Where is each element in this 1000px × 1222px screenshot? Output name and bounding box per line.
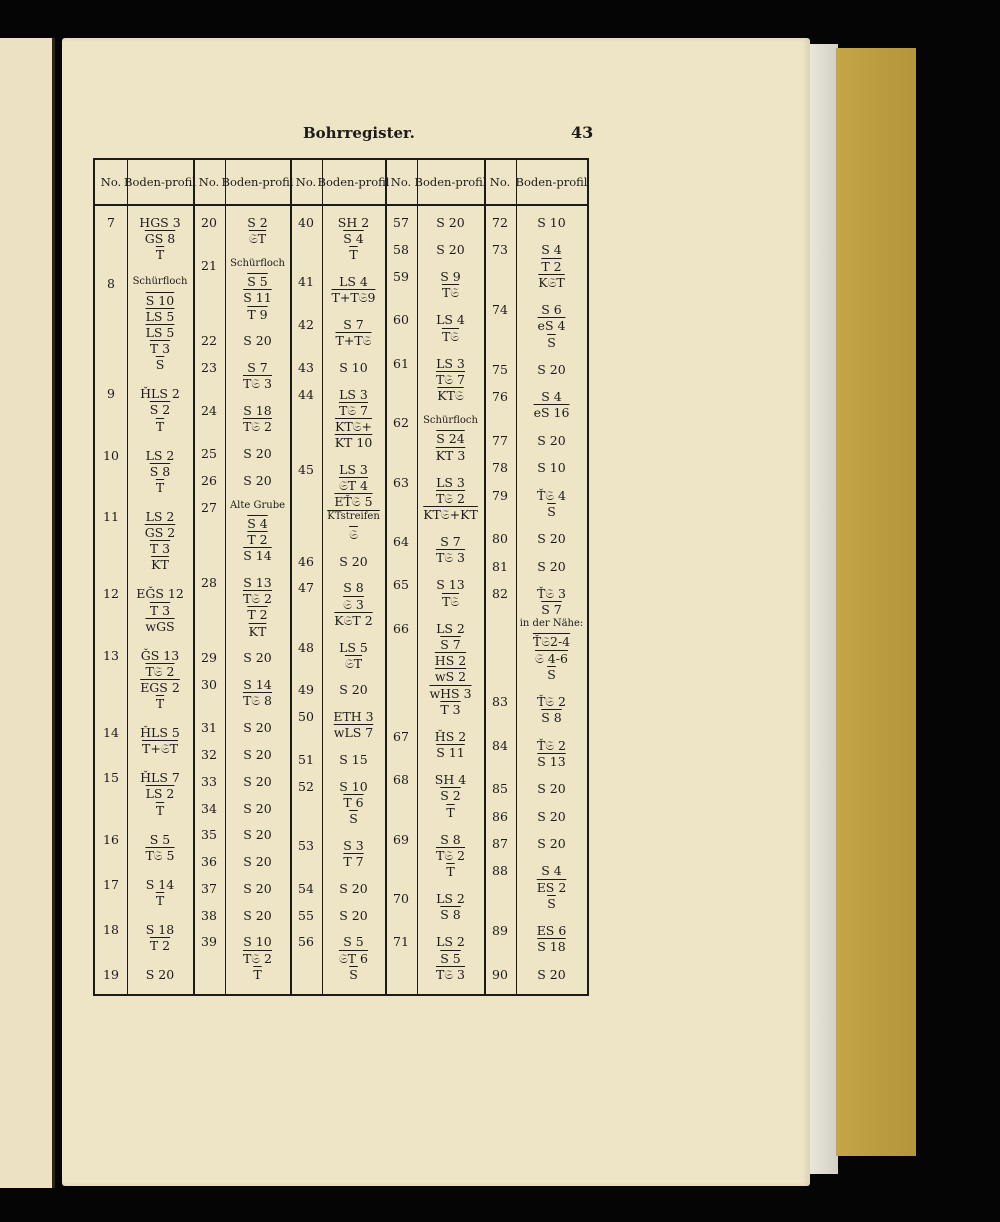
header-bodenprofil — [221, 160, 294, 204]
profile-line: S 20 — [243, 773, 272, 789]
profile-line: T+T𝔖 — [335, 333, 372, 349]
profile-line: ǦS 13 — [140, 647, 180, 663]
bore-number: 79 — [492, 487, 508, 503]
profile-line: GS 2 — [144, 525, 176, 540]
profile-line: T𝔖 5 — [145, 847, 175, 863]
profile-line: LS 2 — [436, 934, 465, 950]
profile-line: S 7 — [440, 534, 461, 550]
bore-number: 52 — [298, 778, 314, 794]
profile-line: 𝔖 3 — [343, 596, 364, 612]
profile-line: KT 3 — [435, 447, 466, 463]
profile-line: S 7 — [343, 317, 364, 333]
profile-line: 𝔖T — [344, 655, 363, 671]
profile-line: ES 6 — [536, 923, 567, 939]
profile-line: $\overline{T}$ — [349, 247, 358, 263]
profile-line: S 9 — [440, 269, 461, 285]
bore-number: 81 — [492, 558, 508, 574]
profile-line: S 14 — [243, 548, 272, 564]
bore-number: 43 — [298, 360, 314, 375]
profile-line: T 3 — [149, 541, 171, 557]
profile-line: S 20 — [339, 682, 368, 698]
bore-number: 23 — [201, 360, 217, 376]
profile-line: S 4 — [343, 231, 364, 247]
profile-line: S 2 — [247, 215, 268, 230]
profile-line: S 20 — [243, 446, 272, 462]
profile-line: S 20 — [537, 361, 566, 377]
profile-line: wS 2 — [434, 669, 467, 685]
profile-line: S 6 — [541, 302, 562, 318]
profile-line: LS 5 — [339, 639, 368, 655]
bore-number: 35 — [201, 827, 217, 843]
header-bodenprofil — [516, 160, 587, 204]
profile-line: T𝔖 3 — [435, 550, 466, 566]
bore-number: 88 — [492, 863, 508, 879]
profile-line: LS 3 — [436, 355, 465, 371]
header-line: Boden- — [124, 174, 165, 189]
bore-number: 64 — [393, 534, 409, 550]
profile-line: T𝔖 2 — [435, 847, 466, 863]
bore-number: 28 — [201, 575, 217, 591]
profile-line: S 14 — [243, 677, 272, 693]
profile-line: KT𝔖 — [437, 388, 464, 404]
profile-line: T𝔖 3 — [435, 966, 466, 982]
header-line: Boden- — [221, 174, 263, 189]
bore-number: 87 — [492, 836, 508, 852]
profile-line: LS 2 — [145, 508, 175, 524]
profile-line: LS 5 — [145, 308, 175, 324]
profile-line: T𝔖 7 — [435, 371, 466, 387]
profile-line: S 20 — [339, 880, 368, 896]
profile-line: S 20 — [537, 558, 566, 574]
profile-line: T+T𝔖9 — [331, 290, 376, 306]
bore-register-table — [93, 158, 589, 996]
profile-line: $\overline{T}$ — [253, 966, 262, 982]
header-line: profil — [358, 174, 390, 189]
bore-number: 72 — [492, 215, 508, 230]
profile-line: $\overline{T}$ — [446, 864, 455, 880]
profile-line: S 10 — [537, 215, 566, 230]
profile-line: S 20 — [243, 650, 272, 666]
header-no: No. — [100, 174, 122, 189]
profile-line: S 20 — [243, 746, 272, 762]
profile-line: S 15 — [339, 752, 368, 768]
bore-number: 19 — [103, 966, 119, 982]
profile-line: S 8 — [440, 831, 461, 847]
bore-number: 77 — [492, 432, 508, 448]
profile-line: T𝔖 2 — [242, 950, 273, 966]
profile-line: T𝔖 2 — [242, 419, 273, 435]
profile-line: S 13 — [243, 575, 272, 591]
header-rule — [95, 204, 587, 206]
bore-number: 45 — [298, 462, 314, 478]
profile-line: LS 3 — [436, 474, 465, 490]
profile-line: $\overline{T}$ — [155, 418, 165, 434]
profile-line: Schürfloch — [132, 276, 188, 288]
bore-number: 18 — [103, 921, 119, 937]
bore-number: 30 — [201, 677, 217, 693]
bore-number: 27 — [201, 499, 217, 515]
profile-line: LS 3 — [339, 462, 368, 478]
profile-line: LS 2 — [145, 447, 175, 463]
bore-number: 41 — [298, 274, 314, 290]
bore-number: 33 — [201, 773, 217, 789]
profile-line: LS 2 — [145, 786, 175, 802]
profile-line: S 20 — [537, 966, 566, 982]
header-line: Boden- — [414, 174, 456, 189]
header-line: profil — [262, 174, 294, 189]
profile-line: T 3 — [149, 602, 171, 618]
header-bodenprofil — [317, 160, 390, 204]
profile-line: ȞLS 5 — [140, 725, 180, 741]
bore-number: 36 — [201, 854, 217, 870]
profile-line: S 10 — [537, 460, 566, 476]
profile-line: LS 2 — [436, 891, 465, 907]
bore-number: 10 — [103, 447, 119, 463]
profile-line: S 20 — [243, 907, 272, 923]
profile-line: 𝔖T 4 — [338, 478, 369, 494]
profile-line: S 2 — [440, 788, 461, 804]
profile-line: T 2 — [247, 607, 268, 623]
profile-line: LS 5 — [145, 324, 175, 340]
profile-line: $\overline{S}$ — [155, 357, 165, 373]
profile-line: T 3 — [440, 701, 461, 717]
bore-number: 78 — [492, 460, 508, 476]
bore-number: 34 — [201, 800, 217, 816]
bore-number: 71 — [393, 934, 409, 950]
profile-line: S 4 — [541, 863, 562, 879]
profile-line: 𝔖T — [248, 231, 267, 247]
bore-number: 26 — [201, 472, 217, 488]
bore-number: 83 — [492, 694, 508, 710]
bore-number: 16 — [103, 831, 119, 847]
profile-line: S 7 — [541, 602, 562, 618]
page-stack-edge — [810, 44, 838, 1174]
bore-number: 9 — [107, 386, 115, 402]
book-cover-edge — [836, 48, 916, 1156]
header-line: Boden- — [317, 174, 359, 189]
profile-line: S 20 — [339, 553, 368, 569]
bore-number: 82 — [492, 585, 508, 601]
profile-line: S 18 — [145, 921, 175, 937]
bore-number: 59 — [393, 269, 409, 285]
profile-line: wHS 3 — [429, 685, 472, 701]
profile-line: T+𝔖T — [142, 741, 178, 757]
profile-line: S 18 — [537, 939, 566, 955]
profile-line: S 13 — [436, 577, 465, 593]
bore-number: 67 — [393, 728, 409, 744]
running-head: Bohrregister. — [303, 124, 415, 142]
profile-line: S 20 — [537, 432, 566, 448]
profile-line: $\overline{T}$ — [155, 892, 165, 908]
profile-line: T 2 — [541, 258, 562, 274]
bore-number: 39 — [201, 934, 217, 950]
profile-line: S 20 — [145, 966, 175, 982]
profile-line: Ť𝔖 3 — [536, 585, 567, 601]
profile-line: S 7 — [247, 360, 268, 376]
profile-line: 𝔖 — [349, 526, 358, 542]
bore-number: 58 — [393, 242, 409, 258]
profile-line: $\overline{T}$ — [446, 804, 455, 820]
bore-number: 90 — [492, 966, 508, 982]
bore-number: 13 — [103, 647, 119, 663]
left-page-edge — [0, 38, 55, 1188]
bore-number: 38 — [201, 907, 217, 923]
bore-number: 22 — [201, 333, 217, 349]
bore-number: 24 — [201, 403, 217, 419]
profile-line: S 5 — [343, 934, 364, 950]
profile-line: SH 4 — [434, 772, 467, 788]
bore-number: 46 — [298, 553, 314, 569]
bore-number: 17 — [103, 876, 119, 892]
bore-number: 37 — [201, 880, 217, 896]
bore-number: 68 — [393, 772, 409, 788]
bore-number: 69 — [393, 831, 409, 847]
profile-line: $\overline{T}$ — [155, 696, 165, 712]
profile-line: ȞS 2 — [434, 728, 467, 744]
profile-line: Alte Grube — [229, 499, 286, 511]
bore-number: 76 — [492, 389, 508, 405]
profile-line: S 20 — [537, 781, 566, 797]
profile-line: 𝔖 4-6 — [535, 650, 568, 666]
profile-line: Schürfloch — [230, 257, 285, 269]
profile-line: ES 2 — [536, 879, 567, 895]
profile-line: T𝔖 2 — [145, 663, 175, 679]
profile-line: S 8 — [149, 463, 171, 479]
profile-line: Schürfloch — [423, 415, 478, 427]
profile-line: S 11 — [243, 290, 272, 306]
header-line: profil — [164, 174, 196, 189]
profile-line: S 24 — [436, 431, 465, 447]
profile-line: T 7 — [343, 854, 364, 870]
profile-line: S 8 — [440, 907, 461, 923]
header-line: Boden- — [515, 174, 557, 189]
bore-number: 20 — [201, 215, 217, 230]
profile-line: S 5 — [440, 950, 461, 966]
bore-number: 57 — [393, 215, 409, 230]
profile-line: S 20 — [243, 880, 272, 896]
profile-line: S 5 — [149, 831, 171, 847]
profile-line: S 8 — [343, 580, 364, 596]
bore-number: 51 — [298, 752, 314, 768]
profile-line: S 14 — [145, 876, 175, 892]
profile-line: LS 3 — [339, 386, 368, 402]
profile-line: S 4 — [541, 242, 562, 258]
profile-line: $\overline{T}$ — [155, 802, 165, 818]
bore-number: 42 — [298, 317, 314, 333]
profile-line: S 20 — [243, 472, 272, 488]
bore-number: 84 — [492, 737, 508, 753]
profile-line: ȞLS 7 — [140, 770, 180, 786]
profile-line: T𝔖 — [441, 593, 460, 609]
profile-line: $\overline{S}$ — [547, 503, 556, 519]
profile-line: S 4 — [247, 515, 268, 531]
bore-number: 29 — [201, 650, 217, 666]
bore-number: 56 — [298, 934, 314, 950]
profile-line: T 6 — [343, 795, 364, 811]
profile-line: S 20 — [243, 854, 272, 870]
bore-number: 75 — [492, 361, 508, 377]
profile-line: KT𝔖+ — [335, 419, 372, 435]
bore-number: 48 — [298, 639, 314, 655]
profile-line: S 20 — [537, 808, 566, 824]
profile-line: S 13 — [537, 754, 566, 769]
profile-line: Ť𝔖 4 — [536, 487, 567, 503]
profile-line: EǦS 12 — [136, 586, 184, 602]
header-line: profil — [556, 174, 588, 189]
bore-number: 12 — [103, 586, 119, 602]
profile-line: T𝔖 7 — [338, 402, 369, 418]
bore-number: 63 — [393, 474, 409, 490]
profile-line: S 5 — [247, 274, 268, 290]
header-no: No. — [390, 174, 412, 189]
profile-line: KT𝔖+KT — [423, 507, 478, 523]
profile-line: S 20 — [243, 827, 272, 843]
bore-number: 70 — [393, 891, 409, 907]
profile-line: S 20 — [243, 800, 272, 816]
profile-line: T 2 — [247, 532, 268, 548]
profile-line: T 9 — [247, 306, 268, 322]
profile-line: eS 4 — [537, 318, 566, 334]
profile-line: K𝔖T 2 — [334, 612, 373, 628]
header-no: No. — [489, 174, 511, 189]
profile-line: $\overline{wGS}$ — [145, 618, 175, 634]
profile-line: S 10 — [243, 934, 272, 950]
profile-line: S 20 — [436, 215, 465, 230]
bore-number: 85 — [492, 781, 508, 797]
header-no: No. — [198, 174, 220, 189]
profile-line: $\overline{KT}$ — [151, 557, 169, 573]
profile-line: S 20 — [537, 836, 566, 852]
profile-line: $\overline{S}$ — [547, 895, 556, 911]
profile-line: $\overline{KT}$ — [248, 623, 267, 639]
profile-line: $\overline{S}$ — [349, 811, 358, 827]
profile-line: Ť𝔖 2 — [536, 694, 567, 710]
profile-line: $\overline{S}$ — [547, 334, 556, 350]
profile-line: S 11 — [436, 745, 465, 761]
profile-line: eS 16 — [533, 405, 570, 421]
bore-number: 50 — [298, 709, 314, 725]
profile-line: LS 4 — [436, 312, 465, 328]
bore-number: 25 — [201, 446, 217, 462]
profile-line: $\overline{T}$ — [155, 247, 165, 263]
header-bodenprofil — [414, 160, 487, 204]
profile-line: S 8 — [541, 710, 562, 726]
profile-line: KT 10 — [334, 435, 373, 451]
profile-line: $\overline{S}$ — [349, 966, 358, 982]
profile-line: T𝔖 3 — [242, 376, 273, 392]
profile-line: S 20 — [537, 531, 566, 547]
bore-number: 73 — [492, 242, 508, 258]
bore-number: 80 — [492, 531, 508, 547]
bore-number: 89 — [492, 923, 508, 939]
profile-line: KTstreifen — [327, 510, 380, 522]
profile-line: SH 2 — [337, 215, 370, 230]
profile-line: ETH 3 — [333, 709, 374, 725]
bore-number: 74 — [492, 302, 508, 318]
profile-line: Ť𝔖 2 — [536, 737, 567, 753]
profile-line: T𝔖 — [441, 328, 460, 344]
profile-line: K𝔖T — [538, 274, 565, 290]
profile-line: LS 4 — [339, 274, 368, 290]
bore-number: 60 — [393, 312, 409, 328]
profile-line: T𝔖 8 — [242, 693, 273, 709]
profile-line: T𝔖 2 — [242, 591, 273, 607]
header-line: profil — [455, 174, 487, 189]
profile-line: HS 2 — [434, 653, 467, 669]
bore-number: 40 — [298, 215, 314, 230]
bore-number: 61 — [393, 355, 409, 371]
profile-line: S 2 — [149, 402, 171, 418]
profile-line: Ť𝔖2-4 — [532, 634, 571, 650]
bore-number: 86 — [492, 808, 508, 824]
profile-line: S 4 — [541, 389, 562, 405]
profile-line: 𝔖T 6 — [338, 950, 369, 966]
bore-number: 53 — [298, 837, 314, 853]
bore-number: 49 — [298, 682, 314, 698]
profile-line: T𝔖 2 — [435, 490, 466, 506]
profile-line: S 20 — [436, 242, 465, 258]
profile-line: S 10 — [145, 292, 175, 308]
bore-number: 55 — [298, 907, 314, 923]
bore-number: 11 — [103, 508, 119, 524]
bore-number: 32 — [201, 746, 217, 762]
profile-line: S 7 — [440, 636, 461, 652]
page-number: 43 — [571, 123, 594, 142]
profile-line: ȞLS 2 — [140, 386, 180, 402]
profile-line: S 10 — [339, 778, 368, 794]
bore-number: 66 — [393, 620, 409, 636]
bore-number: 31 — [201, 720, 217, 736]
profile-line: EGS 2 — [140, 680, 180, 695]
profile-line: GS 8 — [144, 231, 176, 247]
profile-line: S 10 — [339, 360, 368, 375]
profile-line: S 18 — [243, 403, 272, 419]
header-no: No. — [295, 174, 317, 189]
profile-line: T𝔖 — [441, 285, 460, 301]
profile-line: LS 2 — [436, 620, 465, 636]
bore-number: 65 — [393, 577, 409, 593]
profile-line: $\overline{S}$ — [547, 666, 556, 682]
profile-line: S 20 — [339, 907, 368, 923]
header-bodenprofil — [124, 160, 196, 204]
bore-number: 15 — [103, 770, 119, 786]
bore-number: 47 — [298, 580, 314, 596]
bore-number: 8 — [107, 276, 115, 292]
profile-line: S 20 — [243, 720, 272, 736]
bore-number: 44 — [298, 386, 314, 402]
bore-number: 7 — [107, 215, 115, 230]
profile-line: T 2 — [149, 937, 171, 953]
bore-number: 21 — [201, 257, 217, 273]
bore-number: 14 — [103, 725, 119, 741]
profile-line: S 3 — [343, 837, 364, 853]
profile-line: wLS 7 — [333, 725, 374, 741]
profile-line: in der Nähe: — [519, 618, 584, 630]
bore-number: 54 — [298, 880, 314, 896]
profile-line: HGS 3 — [139, 215, 181, 230]
profile-line: EŤ𝔖 5 — [334, 494, 373, 510]
profile-line: $\overline{T}$ — [155, 479, 165, 495]
profile-line: T 3 — [149, 341, 171, 357]
bore-number: 62 — [393, 415, 409, 431]
profile-line: S 20 — [243, 333, 272, 349]
